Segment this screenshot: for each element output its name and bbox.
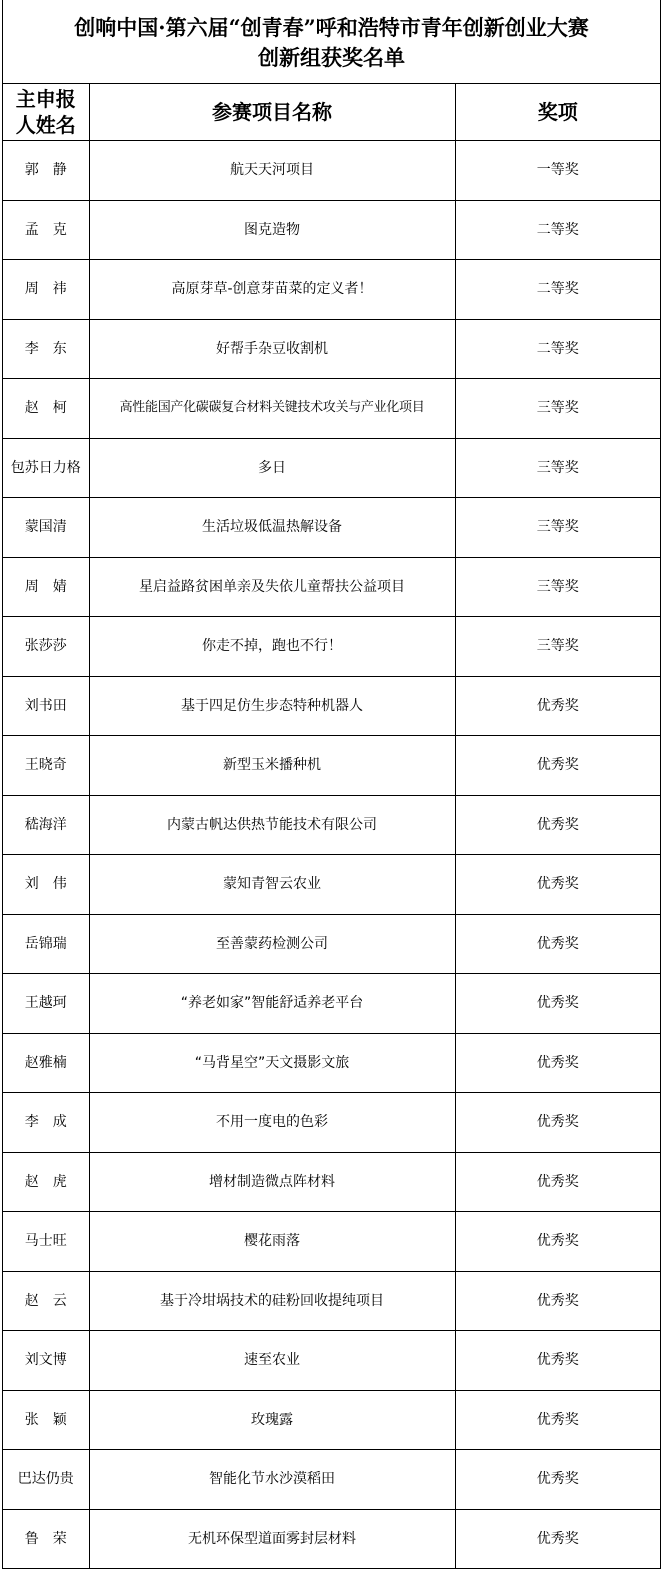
title-line-1: 创响中国·第六届“创青春”呼和浩特市青年创新创业大赛 bbox=[74, 14, 589, 40]
project-name-cell: 樱花雨落 bbox=[89, 1212, 455, 1272]
project-name-cell: 航天天河项目 bbox=[89, 141, 455, 201]
applicant-name-cell: 蒙国清 bbox=[3, 498, 89, 558]
table-row bbox=[3, 1033, 660, 1093]
table-row bbox=[3, 1152, 660, 1212]
award-cell: 二等奖 bbox=[455, 260, 660, 320]
header-project-name: 参赛项目名称 bbox=[89, 84, 455, 141]
applicant-name-cell: 周 祎 bbox=[3, 260, 89, 320]
applicant-name-cell: 赵 云 bbox=[3, 1271, 89, 1331]
table-row bbox=[3, 676, 660, 736]
table-header-row bbox=[3, 84, 660, 141]
applicant-name-cell: 嵇海洋 bbox=[3, 795, 89, 855]
table-row bbox=[3, 974, 660, 1034]
applicant-name-cell: 赵雅楠 bbox=[3, 1033, 89, 1093]
table-row bbox=[3, 855, 660, 915]
project-name-cell: 生活垃圾低温热解设备 bbox=[89, 498, 455, 558]
award-cell: 优秀奖 bbox=[455, 1093, 660, 1153]
applicant-name-cell: 刘文博 bbox=[3, 1331, 89, 1391]
award-cell: 优秀奖 bbox=[455, 1509, 660, 1568]
award-cell: 优秀奖 bbox=[455, 1450, 660, 1510]
applicant-name-cell: 鲁 荣 bbox=[3, 1509, 89, 1568]
award-cell: 优秀奖 bbox=[455, 914, 660, 974]
applicant-name-cell: 刘书田 bbox=[3, 676, 89, 736]
award-cell: 优秀奖 bbox=[455, 1331, 660, 1391]
table-body bbox=[3, 141, 660, 1569]
award-cell: 优秀奖 bbox=[455, 1152, 660, 1212]
project-name-cell: 智能化节水沙漠稻田 bbox=[89, 1450, 455, 1510]
applicant-name-cell: 郭 静 bbox=[3, 141, 89, 201]
table-row bbox=[3, 1331, 660, 1391]
applicant-name-cell: 孟 克 bbox=[3, 200, 89, 260]
header-award: 奖项 bbox=[455, 84, 660, 141]
project-name-cell: “养老如家”智能舒适养老平台 bbox=[89, 974, 455, 1034]
project-name-cell: 蒙知青智云农业 bbox=[89, 855, 455, 915]
table-row bbox=[3, 617, 660, 677]
award-cell: 优秀奖 bbox=[455, 736, 660, 796]
project-name-cell: 高原芽草-创意芽苗菜的定义者！ bbox=[89, 260, 455, 320]
award-cell: 三等奖 bbox=[455, 379, 660, 439]
project-name-cell: 至善蒙药检测公司 bbox=[89, 914, 455, 974]
award-table bbox=[3, 84, 660, 1568]
award-cell: 优秀奖 bbox=[455, 855, 660, 915]
project-name-cell: 无机环保型道面雾封层材料 bbox=[89, 1509, 455, 1568]
applicant-name-cell: 李 成 bbox=[3, 1093, 89, 1153]
award-cell: 优秀奖 bbox=[455, 1212, 660, 1272]
project-name-cell: 基于四足仿生步态特种机器人 bbox=[89, 676, 455, 736]
award-cell: 二等奖 bbox=[455, 319, 660, 379]
table-row bbox=[3, 498, 660, 558]
applicant-name-cell: 刘 伟 bbox=[3, 855, 89, 915]
table-row bbox=[3, 438, 660, 498]
project-name-cell: 多日 bbox=[89, 438, 455, 498]
project-name-cell: 你走不掉，跑也不行！ bbox=[89, 617, 455, 677]
applicant-name-cell: 巴达仍贵 bbox=[3, 1450, 89, 1510]
project-name-cell: 基于冷坩埚技术的硅粉回收提纯项目 bbox=[89, 1271, 455, 1331]
award-cell: 优秀奖 bbox=[455, 795, 660, 855]
project-name-cell: 玫瑰露 bbox=[89, 1390, 455, 1450]
project-name-cell: 好帮手杂豆收割机 bbox=[89, 319, 455, 379]
table-row bbox=[3, 260, 660, 320]
table-row bbox=[3, 1212, 660, 1272]
award-cell: 三等奖 bbox=[455, 617, 660, 677]
table-row bbox=[3, 319, 660, 379]
applicant-name-cell: 王晓奇 bbox=[3, 736, 89, 796]
project-name-cell: 不用一度电的色彩 bbox=[89, 1093, 455, 1153]
table-row bbox=[3, 914, 660, 974]
table-row bbox=[3, 557, 660, 617]
applicant-name-cell: 张 颖 bbox=[3, 1390, 89, 1450]
award-cell: 三等奖 bbox=[455, 438, 660, 498]
table-row bbox=[3, 1271, 660, 1331]
applicant-name-cell: 包苏日力格 bbox=[3, 438, 89, 498]
applicant-name-cell: 赵 柯 bbox=[3, 379, 89, 439]
award-cell: 三等奖 bbox=[455, 498, 660, 558]
award-cell: 二等奖 bbox=[455, 200, 660, 260]
document-title bbox=[3, 0, 660, 84]
table-row bbox=[3, 141, 660, 201]
table-row bbox=[3, 1093, 660, 1153]
applicant-name-cell: 王越珂 bbox=[3, 974, 89, 1034]
table-row bbox=[3, 1390, 660, 1450]
project-name-cell: 高性能国产化碳碳复合材料关键技术攻关与产业化项目 bbox=[89, 379, 455, 439]
project-name-cell: 星启益路贫困单亲及失依儿童帮扶公益项目 bbox=[89, 557, 455, 617]
project-name-cell: 图克造物 bbox=[89, 200, 455, 260]
award-cell: 优秀奖 bbox=[455, 974, 660, 1034]
award-cell: 优秀奖 bbox=[455, 1033, 660, 1093]
table-row bbox=[3, 1450, 660, 1510]
applicant-name-cell: 李 东 bbox=[3, 319, 89, 379]
award-list-document bbox=[2, 0, 661, 1569]
applicant-name-cell: 马士旺 bbox=[3, 1212, 89, 1272]
award-cell: 三等奖 bbox=[455, 557, 660, 617]
applicant-name-cell: 周 婧 bbox=[3, 557, 89, 617]
award-cell: 优秀奖 bbox=[455, 1390, 660, 1450]
table-row bbox=[3, 795, 660, 855]
table-row bbox=[3, 200, 660, 260]
title-line-2: 创新组获奖名单 bbox=[258, 44, 405, 70]
header-applicant-name: 主申报人姓名 bbox=[3, 84, 89, 141]
project-name-cell: 增材制造微点阵材料 bbox=[89, 1152, 455, 1212]
applicant-name-cell: 张莎莎 bbox=[3, 617, 89, 677]
award-cell: 一等奖 bbox=[455, 141, 660, 201]
project-name-cell: 速至农业 bbox=[89, 1331, 455, 1391]
applicant-name-cell: 岳锦瑞 bbox=[3, 914, 89, 974]
project-name-cell: 新型玉米播种机 bbox=[89, 736, 455, 796]
award-cell: 优秀奖 bbox=[455, 676, 660, 736]
applicant-name-cell: 赵 虎 bbox=[3, 1152, 89, 1212]
table-row bbox=[3, 736, 660, 796]
project-name-cell: 内蒙古帆达供热节能技术有限公司 bbox=[89, 795, 455, 855]
project-name-cell: “马背星空”天文摄影文旅 bbox=[89, 1033, 455, 1093]
table-row bbox=[3, 379, 660, 439]
award-cell: 优秀奖 bbox=[455, 1271, 660, 1331]
table-row bbox=[3, 1509, 660, 1568]
